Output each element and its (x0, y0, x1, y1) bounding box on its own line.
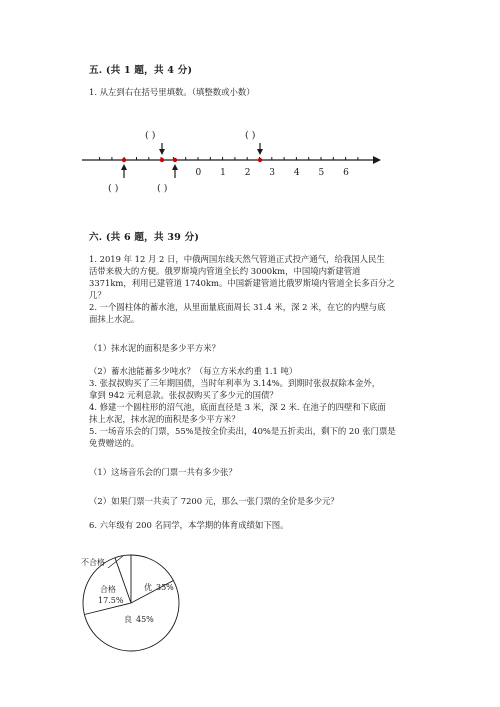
q1-line: 几？ (89, 290, 106, 300)
answer-bracket-below[interactable]: ( ) (108, 183, 119, 194)
q5-line: 免费赠送的。 (89, 438, 140, 448)
slice-value-liang: 45% (136, 615, 154, 624)
q4-line: 4. 修建一个圆柱形的沼气池，底面直径是 3 米，深 2 米. 在池子的四壁和下底面 (89, 402, 386, 412)
slice-value-you: 35% (156, 583, 174, 592)
slice-label-hege: 合格 (100, 585, 116, 594)
number-line-label: 1 (220, 168, 226, 178)
q6-line: 6. 六年级有 200 名同学，本学期的体育成绩如下图。 (89, 520, 289, 530)
q2-line: 面抹上水泥。 (89, 314, 140, 324)
number-line-label: 6 (343, 168, 349, 178)
q3-line: 3. 张叔叔购买了三年期国债，当时年利率为 3.14%。到期时张叔叔除本金外， (89, 378, 381, 388)
slice-label-buhege: 不合格 (81, 558, 105, 567)
q1-line: 1. 2019 年 12 月 2 日，中俄两国东线天然气管道正式投产通气，给我国人民生 (89, 254, 385, 264)
q3-line: 拿到 942 元利息款。张叔叔购买了多少元的国债？ (89, 390, 278, 400)
answer-bracket-above[interactable]: ( ) (245, 130, 256, 141)
answer-bracket-above[interactable]: ( ) (145, 130, 156, 141)
number-line-label: 3 (269, 168, 276, 178)
section-5-header: 五. (共 1 题，共 4 分) (89, 65, 193, 76)
question-1-text: 1. 从左到右在括号里填数。（填整数或小数） (89, 87, 255, 97)
q5-sub-1: （1）这场音乐会的门票一共有多少张？ (89, 467, 237, 477)
slice-value-hege: 17.5% (98, 596, 124, 605)
slice-label-you: 优 (144, 583, 152, 592)
q5-line: 5. 一场音乐会的门票，55%是按全价卖出，40%是五折卖出，剩下的 20 张门票是 (89, 426, 396, 436)
number-line-label: 0 (195, 168, 202, 178)
answer-bracket-below[interactable]: ( ) (157, 183, 168, 194)
q4-line: 抹上水泥，抹水泥的面积是多少平方米？ (89, 414, 240, 424)
q1-line: 活带来极大的方便。俄罗斯境内管道全长约 3000km，中国境内新建管道 (89, 266, 361, 276)
slice-label-liang: 良 (124, 615, 132, 624)
q2-sub-1: （1）抹水泥的面积是多少平方米？ (89, 343, 220, 353)
q5-sub-2: （2）如果门票一共卖了 7200 元，那么一张门票的全价是多少元？ (89, 496, 339, 506)
section-6-header: 六. (共 6 题，共 39 分) (89, 232, 200, 243)
number-line-label: 5 (318, 168, 325, 178)
number-line-label: 4 (293, 168, 300, 178)
number-line-label: 2 (244, 168, 251, 178)
q2-sub-2: （2）蓄水池能蓄多少吨水？（每立方米水约重 1.1 吨） (89, 366, 298, 376)
q1-line: 3371km，利用已建管道 1740km。中国新建管道比俄罗斯境内管道全长多百分之 (89, 278, 395, 288)
q2-line: 2. 一个圆柱体的蓄水池，从里面量底面周长 31.4 米，深 2 米，在它的内壁与底 (89, 302, 386, 312)
